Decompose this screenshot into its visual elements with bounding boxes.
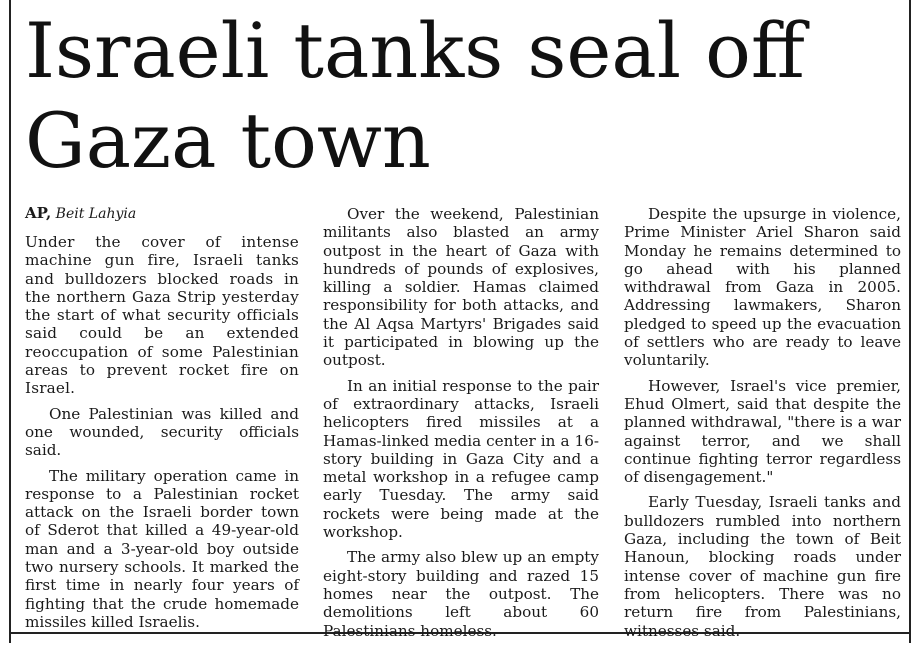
- byline: [25, 205, 299, 223]
- headline: Israeli tanks seal off Gaza town: [25, 6, 805, 185]
- byline-place: Beit Lahyia: [55, 206, 137, 222]
- paragraph: Over the weekend, Palestinian militants also blasted an army outpost in the heart of Gaza with hundreds of pounds of explosives, killing a soldier. Hamas claimed responsibility for both attacks, and the Al Aqsa Martyrs' Brigades said it participated in blowing up the outpost.: [323, 205, 599, 370]
- paragraph: In an initial response to the pair of extraordinary attacks, Israeli helicopters fired missiles at a Hamas-linked media center in a 16-story building in Gaza City and a metal workshop in a refugee camp early Tuesday. The army said rockets were being made at the workshop.: [323, 376, 599, 542]
- byline-agency: AP,: [25, 204, 52, 222]
- paragraph: However, Israel's vice premier, Ehud Olmert, said that despite the planned withdrawal, "there is a war against terror, and we shall continue fighting terror regardless of disengagement.": [624, 376, 901, 487]
- article-column-2: [323, 205, 599, 647]
- paragraph: One Palestinian was killed and one wounded, security officials said.: [25, 404, 299, 460]
- right-border-rule: [909, 0, 911, 643]
- article-column-3: [624, 205, 901, 647]
- paragraph: The army also blew up an empty eight-story building and razed 15 homes near the outpost. The demolitions left about 60 Palestinians homeless.: [323, 548, 599, 640]
- paragraph: The military operation came in response to a Palestinian rocket attack on the Israeli border town of Sderot that killed a 49-year-old man and a 3-year-old boy outside two nursery schools. It marked the first time in nearly four years of fighting that the crude homemade missiles killed Israelis.: [25, 466, 299, 631]
- paragraph: Under the cover of intense machine gun fire, Israeli tanks and bulldozers blocked roads in the northern Gaza Strip yesterday the start of what security officials said could be an extended reoccupation of some Palestinian areas to prevent rocket fire on Israel.: [25, 233, 299, 398]
- article-column-1: [25, 205, 299, 638]
- paragraph: Despite the upsurge in violence, Prime Minister Ariel Sharon said Monday he remains determined to go ahead with his planned withdrawal from Gaza in 2005. Addressing lawmakers, Sharon pledged to speed up the evacuation of settlers who are ready to leave voluntarily.: [624, 205, 901, 370]
- left-border-rule: [9, 0, 11, 643]
- paragraph: Early Tuesday, Israeli tanks and bulldozers rumbled into northern Gaza, including the town of Beit Hanoun, blocking roads under intense cover of machine gun fire from helicopters. There was no return fire from Palestinians, witnesses said.: [624, 493, 901, 640]
